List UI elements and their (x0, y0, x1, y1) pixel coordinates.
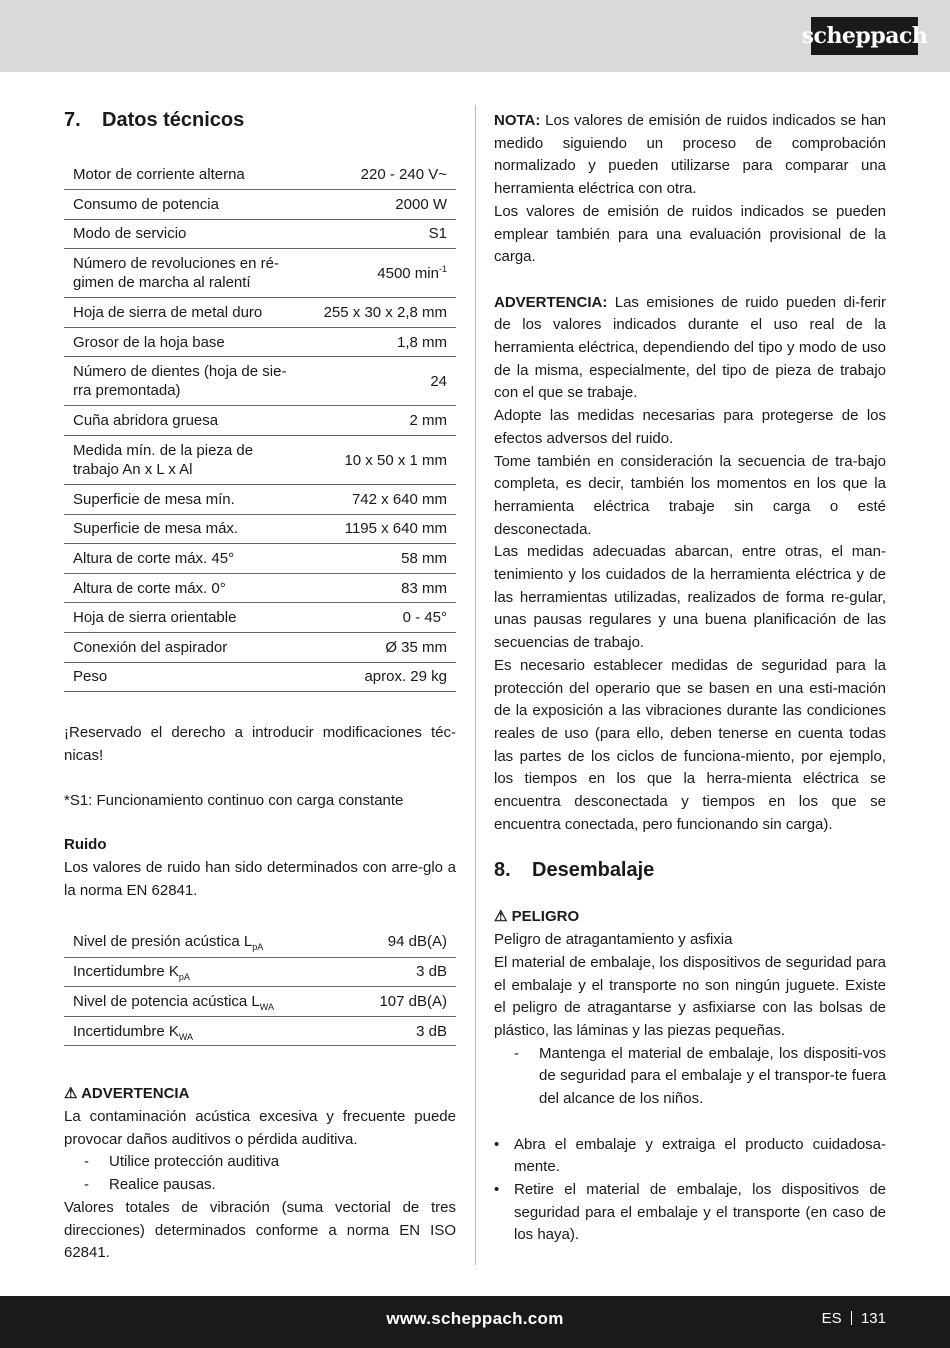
bullet-item: • Abra el embalaje y extraiga el producto cuidadosa-mente. (494, 1134, 886, 1179)
danger-item: - Mantenga el material de embalaje, los dispositi-vos de seguridad para el embalaje y el transpor-te fuera del alcance de los niños. (494, 1043, 886, 1111)
spec-value (307, 544, 456, 574)
spec-row (64, 219, 456, 249)
danger-text: El material de embalaje, los dispositivos de seguridad para el embalaje y el transporte no son ningún juguete. Existe el peligro de atragantarse y asfixiarse con las bolsas de plástico, las láminas y las piezas pequeñas. (494, 953, 886, 1039)
spec-value-text: Ø 35 mm (385, 638, 447, 656)
noise-row (64, 1016, 456, 1046)
noise-label-subscript: pA (178, 972, 190, 983)
spec-label: Consumo de potencia (64, 190, 307, 220)
noise-row (64, 927, 456, 957)
spec-row (64, 406, 456, 436)
noise-label (64, 1016, 346, 1046)
noise-label (64, 957, 346, 987)
spec-row (64, 573, 456, 603)
spec-value (307, 298, 456, 328)
noise-label-text: Nivel de presión acústica L (73, 933, 253, 951)
spec-label: Modo de servicio (64, 219, 307, 249)
logo-text: scheppach (801, 23, 928, 49)
advertencia-label: ADVERTENCIA: (494, 293, 608, 311)
noise-label (64, 927, 346, 957)
advertencia-paragraph (494, 292, 886, 406)
spec-label: Medida mín. de la pieza de trabajo An x L x Al (64, 436, 307, 485)
spec-value-text: 255 x 30 x 2,8 mm (323, 304, 447, 322)
spec-row (64, 662, 456, 692)
noise-label-text: Nivel de potencia acústica L (73, 992, 260, 1010)
spec-value (307, 249, 456, 298)
bullet-text: Retire el material de embalaje, los dispositivos de seguridad para el embalaje y el transporte (en caso de los haya). (514, 1180, 886, 1244)
advertencia-p5: Es necesario establecer medidas de seguridad para la protección del operario que se basen en una esti-mación de la exposición a las vibraciones durante las condiciones reales de uso (para ello, deben tenerse en cuenta todas las partes de los ciclos de funciona-miento, por ejemplo, los tiempos en los que la herra-mienta eléctrica se encuentra desconectada y tiempos en los que se encuentra conectada, pero funcionando sin carga). (494, 656, 886, 833)
spec-value (307, 357, 456, 406)
column-divider (475, 105, 476, 1265)
note-label: NOTA: (494, 112, 541, 129)
noise-text: Los valores de ruido han sido determinados con arre-glo a la norma EN 62841. (64, 859, 456, 899)
note-paragraph (494, 110, 886, 201)
spec-row (64, 603, 456, 633)
noise-row (64, 987, 456, 1017)
warning-triangle-icon: ⚠ (494, 908, 508, 926)
spec-row (64, 249, 456, 298)
section-title: Datos técnicos (102, 109, 245, 131)
spec-value (307, 160, 456, 190)
danger-heading (494, 906, 886, 929)
spec-value (307, 573, 456, 603)
noise-value: 94 dB(A) (346, 927, 456, 957)
spec-value-text: 742 x 640 mm (351, 490, 447, 508)
spec-label: Conexión del aspirador (64, 633, 307, 663)
spec-value (307, 406, 456, 436)
advertencia-p2: Adopte las medidas necesarias para protegerse de los efectos adversos del ruido. (494, 407, 886, 447)
spec-row (64, 357, 456, 406)
spec-row (64, 160, 456, 190)
spec-label: Cuña abridora gruesa (64, 406, 307, 436)
advertencia-p3: Tome también en consideración la secuencia de tra-bajo completa, es decir, también los momentos en los que la herramienta eléctrica trabaje sin carga o esté desconectada. (494, 452, 886, 538)
spec-value-text: 220 - 240 V~ (360, 166, 447, 184)
spec-value-text: 1,8 mm (396, 333, 447, 351)
spec-value-superscript: -1 (438, 263, 447, 274)
spec-row (64, 190, 456, 220)
spec-value-text: 10 x 50 x 1 mm (344, 451, 447, 469)
vibration-text: Valores totales de vibración (suma vectorial de tres direcciones) determinados conforme a norma EN ISO 62841. (64, 1198, 456, 1262)
spec-value (307, 327, 456, 357)
spec-value (307, 485, 456, 515)
noise-table (64, 927, 456, 1046)
noise-label (64, 987, 346, 1017)
spec-label: Superficie de mesa máx. (64, 514, 307, 544)
note-text: Los valores de emisión de ruidos indicados se han medido siguiendo un proceso de comprobación normalizado y pueden utilizarse para comparar una herramienta eléctrica con otra. (494, 112, 886, 198)
warning-label: ADVERTENCIA (81, 1085, 190, 1103)
spec-label: Peso (64, 662, 307, 692)
advertencia-text: Las emisiones de ruido pueden di-ferir de los valores indicados durante el uso real de la herramienta eléctrica, dependiendo del tipo y modo de uso de la misma, especialmente, del tipo de pieza de trabajo con el que se trabaje. (494, 293, 886, 402)
spec-label: Motor de corriente alterna (64, 160, 307, 190)
spec-label: Superficie de mesa mín. (64, 485, 307, 515)
page-separator (851, 1311, 852, 1325)
noise-row (64, 957, 456, 987)
footer-bar (0, 1296, 950, 1348)
spec-row (64, 485, 456, 515)
warning-item: - Utilice protección auditiva (64, 1151, 456, 1174)
warning-item: - Realice pausas. (64, 1174, 456, 1197)
spec-value-text: aprox. 29 kg (364, 668, 447, 686)
spec-value-text: 83 mm (401, 579, 447, 597)
spec-value-text: 2000 W (395, 195, 447, 213)
spec-row (64, 298, 456, 328)
danger-label: PELIGRO (511, 908, 580, 926)
advertencia-p4: Las medidas adecuadas abarcan, entre otras, el man-tenimiento y los cuidados de la herramienta eléctrica y de las herramientas utilizadas, realizados de forma re-gular, unas pausas regulares y una buena planificación de las secuencias de trabajo. (494, 543, 886, 652)
right-column (494, 110, 886, 1247)
warning-item-text: Utilice protección auditiva (109, 1153, 280, 1171)
s1-note: *S1: Funcionamiento continuo con carga constante (64, 791, 404, 809)
spec-value (307, 514, 456, 544)
noise-heading: Ruido (64, 836, 107, 854)
noise-value: 107 dB(A) (346, 987, 456, 1017)
warning-item-text: Realice pausas. (109, 1176, 216, 1194)
warning-triangle-icon: ⚠ (64, 1085, 78, 1103)
noise-label-text: Incertidumbre K (73, 1022, 179, 1040)
spec-row (64, 436, 456, 485)
footer-url[interactable]: www.scheppach.com (386, 1309, 564, 1328)
page-indicator (822, 1310, 886, 1327)
noise-label-subscript: WA (259, 1001, 274, 1012)
spec-value-text: 1195 x 640 mm (344, 520, 447, 538)
section-title: Desembalaje (532, 859, 655, 882)
warning-heading (64, 1083, 456, 1106)
spec-value (307, 662, 456, 692)
left-column (64, 105, 456, 1265)
section-number: 7. (64, 109, 81, 131)
section-number: 8. (494, 859, 511, 882)
tech-specs-table (64, 160, 456, 692)
section-heading-7 (64, 106, 456, 134)
spec-value-text: 58 mm (401, 550, 447, 568)
spec-label: Número de revoluciones en ré- gimen de marcha al ralentí (64, 249, 307, 298)
spec-value-text: 0 - 45° (402, 609, 447, 627)
reserved-note: ¡Reservado el derecho a introducir modificaciones téc-nicas! (64, 724, 456, 764)
spec-label: Hoja de sierra de metal duro (64, 298, 307, 328)
spec-row (64, 327, 456, 357)
spec-label: Número de dientes (hoja de sie- rra premontada) (64, 357, 307, 406)
danger-subtitle: Peligro de atragantamiento y asfixia (494, 931, 733, 949)
spec-row (64, 514, 456, 544)
spec-label: Altura de corte máx. 45° (64, 544, 307, 574)
spec-value-text: 2 mm (409, 412, 447, 430)
spec-label: Altura de corte máx. 0° (64, 573, 307, 603)
spec-value-text: 4500 min (377, 264, 439, 282)
noise-value: 3 dB (346, 957, 456, 987)
noise-label-subscript: WA (178, 1031, 194, 1042)
section-heading-8 (494, 856, 886, 884)
spec-value (307, 603, 456, 633)
spec-value (307, 436, 456, 485)
spec-value-text: 24 (430, 372, 447, 390)
spec-label: Grosor de la hoja base (64, 327, 307, 357)
spec-value-text: S1 (428, 225, 447, 243)
spec-row (64, 633, 456, 663)
danger-item-text: Mantenga el material de embalaje, los dispositi-vos de seguridad para el embalaje y el transpor-te fuera del alcance de los niños. (539, 1044, 886, 1108)
noise-value: 3 dB (346, 1016, 456, 1046)
spec-label: Hoja de sierra orientable (64, 603, 307, 633)
brand-logo (801, 17, 928, 55)
spec-value (307, 633, 456, 663)
bullet-text: Abra el embalaje y extraiga el producto cuidadosa-mente. (514, 1135, 886, 1176)
bullet-item: • Retire el material de embalaje, los dispositivos de seguridad para el embalaje y el transporte (en caso de los haya). (494, 1179, 886, 1247)
note-paragraph-2: Los valores de emisión de ruidos indicados se pueden emplear también para una evaluación provisional de la carga. (494, 202, 886, 266)
noise-label-text: Incertidumbre K (73, 963, 179, 981)
spec-value (307, 190, 456, 220)
spec-row (64, 544, 456, 574)
language-code: ES (821, 1310, 842, 1327)
noise-label-subscript: pA (252, 942, 264, 953)
page-number: 131 (860, 1310, 886, 1327)
warning-text: La contaminación acústica excesiva y frecuente puede provocar daños auditivos o pérdida auditiva. (64, 1108, 456, 1148)
spec-value (307, 219, 456, 249)
